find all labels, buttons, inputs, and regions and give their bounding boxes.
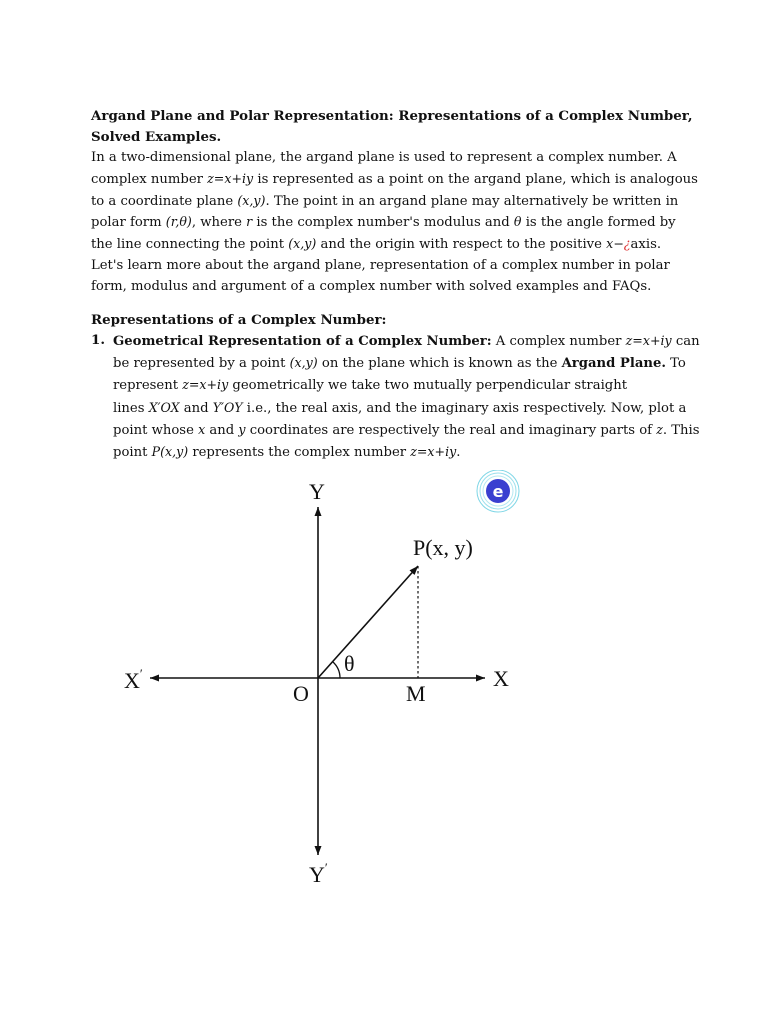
math-expression: x− xyxy=(606,236,624,252)
text: be represented by a point xyxy=(113,356,290,372)
item-line xyxy=(113,441,683,463)
text: point whose xyxy=(113,422,199,438)
math-expression: (x,y) xyxy=(288,236,317,252)
list-number: 1. xyxy=(91,332,105,348)
text: To xyxy=(665,356,686,372)
text: is the complex number's modulus and xyxy=(252,215,514,231)
op-vector xyxy=(318,566,418,678)
bold-term: Argand Plane. xyxy=(561,356,666,372)
text: and xyxy=(205,422,239,438)
math-expression: z xyxy=(656,421,663,437)
title-line-1: Argand Plane and Polar Representation: Representations of a Complex Number, xyxy=(91,108,693,124)
math-expression: r xyxy=(246,214,253,230)
text: lines xyxy=(113,400,149,416)
math-expression: P(x,y) xyxy=(151,444,189,460)
item-line xyxy=(113,374,683,396)
math-expression: X′OX xyxy=(148,399,180,415)
intro-line xyxy=(91,191,691,213)
prime-mark: ′ xyxy=(324,860,328,875)
text: . The point in an argand plane may alternatively be written in xyxy=(265,193,679,209)
text: A complex number xyxy=(491,334,626,349)
text: . This xyxy=(662,422,700,438)
text: and xyxy=(179,400,213,416)
item-line xyxy=(113,397,687,419)
title-line-2: Solved Examples. xyxy=(91,129,222,145)
prime-mark: ′ xyxy=(139,666,143,681)
text: , where xyxy=(191,215,247,231)
text: to a coordinate plane xyxy=(91,193,238,209)
text: coordinates are respectively the real and imaginary parts of xyxy=(245,422,657,438)
item-line xyxy=(113,419,700,441)
intro-line: Let's learn more about the argand plane, representation of a complex number in polar xyxy=(91,257,670,273)
text: point xyxy=(113,445,152,461)
intro-paragraph xyxy=(91,148,698,298)
item-line xyxy=(113,352,686,374)
math-expression: z=x+iy xyxy=(410,444,457,460)
page-title xyxy=(91,106,691,148)
item-heading: Geometrical Representation of a Complex Number: xyxy=(113,334,492,349)
intro-line: form, modulus and argument of a complex number with solved examples and FAQs. xyxy=(91,278,652,294)
math-expression: (r,θ) xyxy=(165,214,192,230)
label-x-prime-letter: X xyxy=(124,668,140,693)
logo-letter: e xyxy=(492,482,504,501)
text: can xyxy=(671,334,700,349)
label-y-prime xyxy=(309,860,328,887)
embibe-logo xyxy=(477,470,519,512)
text: is the angle formed by xyxy=(521,215,676,231)
text: is represented as a point on the argand plane, which is analogous xyxy=(253,171,698,187)
text: axis. xyxy=(630,237,662,253)
garbled-character: ¿ xyxy=(623,236,631,252)
theta-arc xyxy=(333,662,340,678)
math-expression: (x,y) xyxy=(289,355,318,371)
math-expression: x xyxy=(198,421,206,437)
math-expression: (x,y) xyxy=(237,192,266,208)
item-line xyxy=(113,330,700,352)
math-expression: θ xyxy=(513,214,522,230)
argand-diagram xyxy=(112,470,537,895)
label-theta: θ xyxy=(344,651,355,676)
math-expression: Y′OY xyxy=(212,399,243,415)
text: on the plane which is known as the xyxy=(317,356,562,372)
text: represents the complex number xyxy=(188,445,411,461)
label-x-prime xyxy=(124,666,143,693)
label-p: P(x, y) xyxy=(413,535,473,560)
label-y: Y xyxy=(309,479,325,504)
math-expression: z=x+iy xyxy=(182,377,229,393)
math-expression: y xyxy=(238,421,246,437)
intro-line xyxy=(91,212,691,234)
text: the line connecting the point xyxy=(91,237,289,253)
text: and the origin with respect to the positive xyxy=(316,237,607,253)
section-heading: Representations of a Complex Number: xyxy=(91,312,387,328)
list-item xyxy=(113,330,700,463)
intro-line: In a two-dimensional plane, the argand plane is used to represent a complex number. A xyxy=(91,150,677,165)
intro-line xyxy=(91,169,698,191)
math-expression: z=x+iy xyxy=(625,333,672,348)
label-y-prime-letter: Y xyxy=(309,862,325,887)
text: . xyxy=(456,445,461,461)
text: polar form xyxy=(91,215,166,231)
math-expression: z=x+iy xyxy=(207,170,254,186)
text: i.e., the real axis, and the imaginary axis respectively. Now, plot a xyxy=(242,400,687,416)
text: geometrically we take two mutually perpendicular straight xyxy=(228,378,628,394)
text: represent xyxy=(113,378,183,394)
label-x: X xyxy=(493,666,509,691)
intro-line xyxy=(91,234,691,256)
label-m: M xyxy=(406,681,426,706)
argand-diagram-svg xyxy=(112,470,537,895)
label-origin: O xyxy=(293,681,309,706)
text: complex number xyxy=(91,171,208,187)
